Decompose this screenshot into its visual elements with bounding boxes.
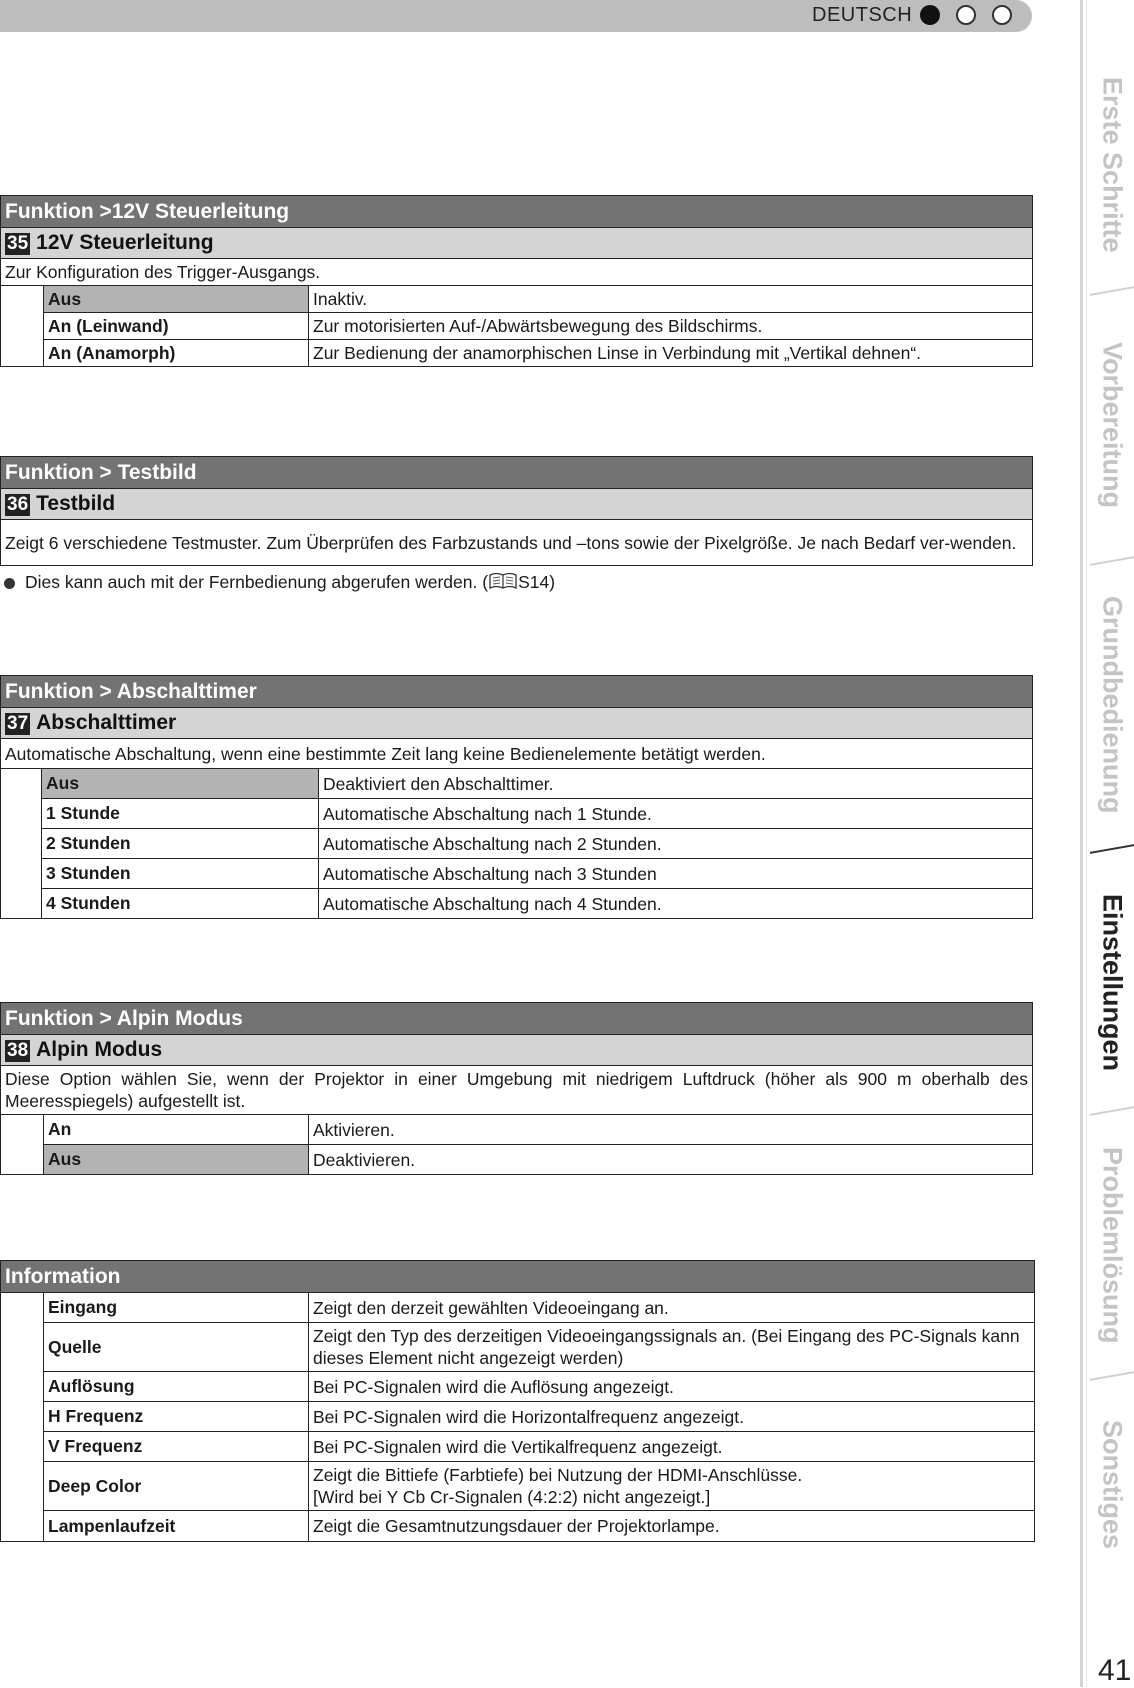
option-cell: Lampenlaufzeit xyxy=(44,1511,309,1542)
open-circle-icon xyxy=(956,5,976,25)
sidebar-tab-label: Einstellungen xyxy=(1097,894,1128,1072)
value-cell: Zur Bedienung der anamorphischen Linse in Verbindung mit „Vertikal dehnen“. xyxy=(309,340,1033,367)
section-subtitle xyxy=(1,1035,1033,1066)
sidebar-tab-label: Grundbedienung xyxy=(1097,596,1128,814)
section-subtitle xyxy=(1,228,1033,259)
sidebar-tab-grundbedienung[interactable] xyxy=(1090,570,1134,840)
section-title: Information xyxy=(1,1261,1035,1293)
item-number-badge: 35 xyxy=(7,233,29,254)
filled-circle-icon xyxy=(920,5,940,25)
value-cell: Bei PC-Signalen wird die Vertikalfrequenz angezeigt. xyxy=(309,1432,1035,1462)
value-line: Zeigt die Bittiefe (Farbtiefe) bei Nutzung der HDMI-Anschlüsse. xyxy=(313,1465,803,1485)
indent-cell xyxy=(1,1115,44,1175)
sidebar-tab-label: Sonstiges xyxy=(1097,1420,1128,1550)
option-cell: 2 Stunden xyxy=(42,829,319,859)
sidebar-tab-problemloesung[interactable] xyxy=(1090,1120,1134,1370)
option-cell: V Frequenz xyxy=(44,1432,309,1462)
section-description: Automatische Abschaltung, wenn eine bestimmte Zeit lang keine Bedienelemente betätigt werden. xyxy=(1,739,1033,769)
value-cell xyxy=(309,1462,1035,1511)
sidebar-divider xyxy=(1086,0,1087,1687)
value-cell: Bei PC-Signalen wird die Auflösung angezeigt. xyxy=(309,1372,1035,1402)
value-cell: Deaktiviert den Abschalttimer. xyxy=(319,769,1033,799)
note-text: Dies kann auch mit der Fernbedienung abgerufen werden. ( xyxy=(25,572,489,593)
section-title: Funktion > Testbild xyxy=(1,457,1033,489)
value-cell: Zeigt den Typ des derzeitigen Videoeingangssignals an. (Bei Eingang des PC-Signals kann dieses Element nicht angezeigt werden) xyxy=(309,1323,1035,1372)
language-label: DEUTSCH xyxy=(812,4,913,26)
sidebar-tab-label: Problemlösung xyxy=(1097,1146,1128,1344)
section-testbild xyxy=(0,456,1033,566)
option-cell: 4 Stunden xyxy=(42,889,319,919)
section-abschalttimer xyxy=(0,675,1033,919)
option-cell: Aus xyxy=(44,1145,309,1175)
subtitle-text: Abschalttimer xyxy=(36,711,177,734)
section-subtitle xyxy=(1,489,1033,520)
option-cell: Quelle xyxy=(44,1323,309,1372)
subtitle-text: 12V Steuerleitung xyxy=(36,231,214,254)
subtitle-text: Alpin Modus xyxy=(36,1038,163,1061)
indent-cell xyxy=(1,769,42,919)
note-page-ref[interactable]: S14) xyxy=(518,572,556,593)
sidebar-tab-vorbereitung[interactable] xyxy=(1090,300,1134,550)
option-cell: Auflösung xyxy=(44,1372,309,1402)
option-cell: Aus xyxy=(42,769,319,799)
section-information xyxy=(0,1260,1035,1542)
value-cell: Zeigt die Gesamtnutzungsdauer der Projektorlampe. xyxy=(309,1511,1035,1542)
value-cell: Bei PC-Signalen wird die Horizontalfrequenz angezeigt. xyxy=(309,1402,1035,1432)
section-title: Funktion > Alpin Modus xyxy=(1,1003,1033,1035)
section-title: Funktion >12V Steuerleitung xyxy=(1,196,1033,228)
section-12v-steuerleitung xyxy=(0,195,1033,367)
sidebar-tab-einstellungen[interactable] xyxy=(1090,858,1134,1108)
page-number: 41 xyxy=(1098,1654,1132,1687)
value-cell: Automatische Abschaltung nach 3 Stunden xyxy=(319,859,1033,889)
item-number-badge: 38 xyxy=(7,1040,29,1061)
value-cell: Automatische Abschaltung nach 4 Stunden. xyxy=(319,889,1033,919)
option-cell: An (Anamorph) xyxy=(44,340,309,367)
section-description: Diese Option wählen Sie, wenn der Projektor in einer Umgebung mit niedrigem Luftdruck (höher als 900 m oberhalb des Meeresspiegels) aufgestellt ist. xyxy=(1,1066,1033,1115)
subtitle-text: Testbild xyxy=(36,492,116,515)
option-cell: 3 Stunden xyxy=(42,859,319,889)
option-cell: H Frequenz xyxy=(44,1402,309,1432)
book-reference-icon xyxy=(488,572,518,595)
bullet-icon xyxy=(4,578,15,589)
section-subtitle xyxy=(1,708,1033,739)
open-circle-icon xyxy=(992,5,1012,25)
sidebar-tab-sonstiges[interactable] xyxy=(1090,1385,1134,1585)
option-cell: Deep Color xyxy=(44,1462,309,1511)
sidebar-divider xyxy=(1080,0,1083,1687)
value-cell: Zur motorisierten Auf-/Abwärtsbewegung des Bildschirms. xyxy=(309,313,1033,340)
value-cell: Inaktiv. xyxy=(309,286,1033,313)
value-cell: Automatische Abschaltung nach 2 Stunden. xyxy=(319,829,1033,859)
value-cell: Aktivieren. xyxy=(309,1115,1033,1145)
value-cell: Automatische Abschaltung nach 1 Stunde. xyxy=(319,799,1033,829)
option-cell: An xyxy=(44,1115,309,1145)
option-cell: 1 Stunde xyxy=(42,799,319,829)
value-cell: Zeigt den derzeit gewählten Videoeingang an. xyxy=(309,1293,1035,1323)
section-title: Funktion > Abschalttimer xyxy=(1,676,1033,708)
item-number-badge: 37 xyxy=(7,713,29,734)
sidebar-tab-label: Vorbereitung xyxy=(1097,341,1128,508)
section-description: Zeigt 6 verschiedene Testmuster. Zum Überprüfen des Farbzustands und –tons sowie der Pixelgröße. Je nach Bedarf ver-wenden. xyxy=(1,520,1033,566)
section-alpin-modus xyxy=(0,1002,1033,1175)
sidebar-tab-label: Erste Schritte xyxy=(1097,77,1128,253)
option-cell: Aus xyxy=(44,286,309,313)
option-cell: Eingang xyxy=(44,1293,309,1323)
indent-cell xyxy=(1,286,44,367)
item-number-badge: 36 xyxy=(7,494,29,515)
indent-cell xyxy=(1,1293,44,1542)
value-cell: Deaktivieren. xyxy=(309,1145,1033,1175)
value-line: [Wird bei Y Cb Cr-Signalen (4:2:2) nicht angezeigt.] xyxy=(313,1487,711,1507)
sidebar-tab-erste-schritte[interactable] xyxy=(1090,40,1134,290)
section-description: Zur Konfiguration des Trigger-Ausgangs. xyxy=(1,259,1033,286)
note-line xyxy=(4,572,555,595)
option-cell: An (Leinwand) xyxy=(44,313,309,340)
